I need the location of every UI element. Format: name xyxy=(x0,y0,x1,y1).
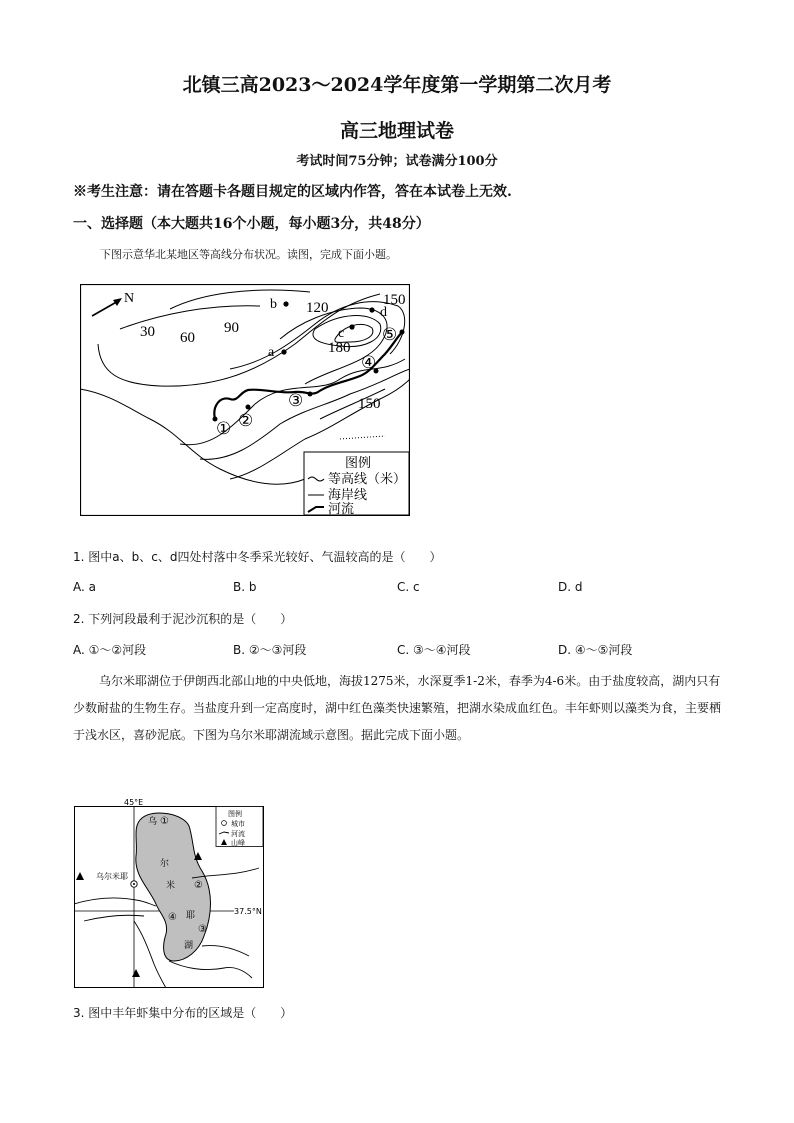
river-section-4: ④ xyxy=(361,353,377,372)
section-heading: 一、选择题（本大题共16个小题，每小题3分，共48分） xyxy=(73,216,430,232)
map2-legend-city: 城市 xyxy=(231,820,245,828)
map1-legend-river: 河流 xyxy=(328,501,355,516)
contour-label-120: 120 xyxy=(306,300,329,316)
question-2-option-b[interactable]: B. ②～③河段 xyxy=(233,643,307,657)
lake-urmia-map xyxy=(74,796,264,988)
region-4: ④ xyxy=(168,912,177,923)
question-1-option-d[interactable]: D. d xyxy=(558,580,583,594)
map1-legend xyxy=(304,452,409,516)
question-1-option-a[interactable]: A. a xyxy=(73,580,96,594)
contour-map xyxy=(80,284,410,516)
exam-info: 考试时间75分钟；试卷满分100分 xyxy=(296,154,498,169)
map1-legend-contour: 等高线（米） xyxy=(328,471,407,486)
river-section-5: ⑤ xyxy=(382,325,398,344)
lake-char-1: 乌 xyxy=(148,817,158,827)
point-c: c xyxy=(338,326,345,341)
contour-label-90: 90 xyxy=(224,320,239,336)
point-a: a xyxy=(268,345,275,360)
question-2-option-c[interactable]: C. ③～④河段 xyxy=(397,643,471,657)
map2-legend-peak: 山峰 xyxy=(231,839,245,847)
map2-legend-river: 河流 xyxy=(231,830,245,838)
question-1-option-c[interactable]: C. c xyxy=(397,580,420,594)
region-2: ② xyxy=(194,880,203,891)
exam-subtitle: 高三地理试卷 xyxy=(339,120,454,142)
exam-notice: ※考生注意：请在答题卡各题目规定的区域内作答，答在本试卷上无效. xyxy=(73,184,512,200)
lake-char-2: 尔 xyxy=(160,859,170,869)
contour-label-60: 60 xyxy=(180,330,195,346)
exam-title: 北镇三高2023～2024学年度第一学期第二次月考 xyxy=(182,74,612,96)
river-section-3: ③ xyxy=(288,391,304,410)
legend-city-icon xyxy=(222,821,227,826)
point-d: d xyxy=(380,305,387,320)
map1-legend-title: 图例 xyxy=(345,455,372,470)
river-section-2: ② xyxy=(238,411,254,430)
river-section-1: ① xyxy=(216,419,232,438)
question-1-stem: 1. 图中a、b、c、d四处村落中冬季采光较好、气温较高的是（ ） xyxy=(73,550,442,564)
region-1: ① xyxy=(160,816,169,827)
contour-label-150-top: 150 xyxy=(383,292,406,308)
map2-legend-title: 图例 xyxy=(228,810,242,818)
north-label: N xyxy=(124,291,135,306)
contour-label-150-bottom: 150 xyxy=(358,396,381,412)
lake-char-4: 耶 xyxy=(186,911,196,921)
map1-legend-coast: 海岸线 xyxy=(328,487,368,502)
intro-text-1: 下图示意华北某地区等高线分布状况。读图，完成下面小题。 xyxy=(100,248,397,261)
longitude-label: 45°E xyxy=(124,798,144,807)
question-2-option-a[interactable]: A. ①～②河段 xyxy=(73,643,147,657)
city-label: 乌尔米耶 xyxy=(96,872,128,881)
point-b: b xyxy=(270,297,277,312)
region-3: ③ xyxy=(198,924,207,935)
map2-legend xyxy=(216,807,263,848)
latitude-label: 37.5°N xyxy=(234,907,262,916)
contour-label-180: 180 xyxy=(328,340,351,356)
contour-label-30: 30 xyxy=(140,324,155,340)
question-2-stem: 2. 下列河段最利于泥沙沉积的是（ ） xyxy=(73,612,293,626)
intro-text-2: 乌尔米耶湖位于伊朗西北部山地的中央低地，海拔1275米，水深夏季1-2米，春季为4-6米。由于盐度较高，湖内只有少数耐盐的生物生存。当盐度升到一定高度时，湖中红色藻类快速繁殖，把湖水染成血红色。丰年虾则以藻类为食，主要栖于浅水区，喜砂泥底。下图为乌尔米耶湖流域示意图。据此完成下面小题。 xyxy=(73,674,722,742)
lake-char-5: 湖 xyxy=(184,941,194,951)
question-1-option-b[interactable]: B. b xyxy=(233,580,257,594)
question-3-stem: 3. 图中丰年虾集中分布的区域是（ ） xyxy=(73,1006,293,1020)
question-2-option-d[interactable]: D. ④～⑤河段 xyxy=(558,643,633,657)
lake-char-3: 米 xyxy=(166,881,176,891)
